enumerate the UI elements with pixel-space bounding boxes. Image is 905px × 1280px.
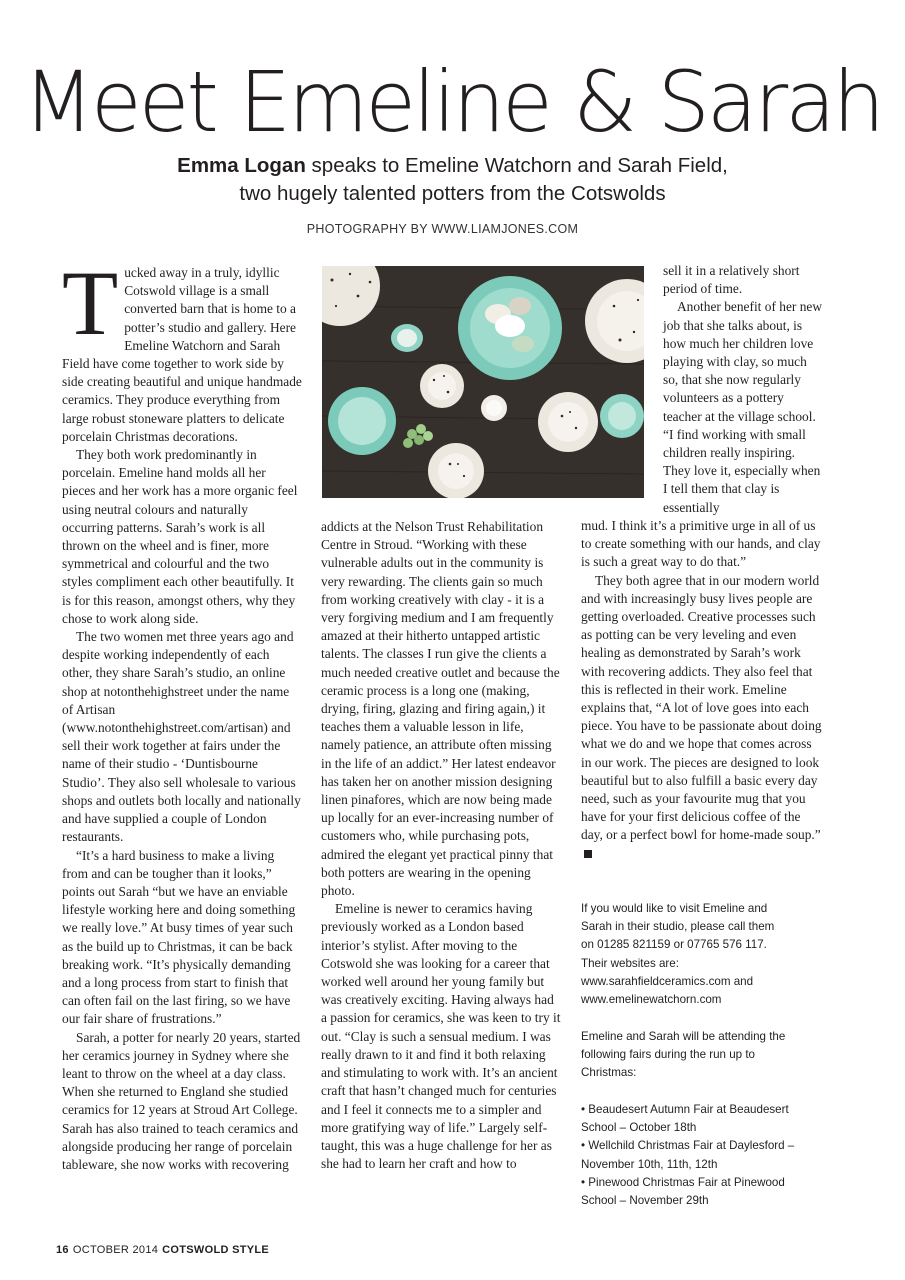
visit-info xyxy=(581,900,821,1009)
intro-paragraph xyxy=(62,252,302,446)
intro-text: ucked away in a truly, idyllic Cotswold village is a small converted barn that is home to a potter’s studio and gallery. Here Emeline Watchorn and Sarah Field have come together to work side by side creating beautiful and unique handmade ceramics. They produce everything from large robust stoneware platters to delicate porcelain Christmas decorations. xyxy=(62,265,302,444)
paragraph: The two women met three years ago and despite working independently of each other, they share Sarah’s studio, an online shop at notonthehighstreet under the name of Artisan (www.notonthehighstreet.com/artisan) and sell their work together at fairs under the name of their studio - ‘Duntisbourne Studio’. They also sell wholesale to various shops and outlets both locally and nationally and have supplied a couple of London restaurants. xyxy=(62,629,301,845)
website-link[interactable]: www.sarahfieldceramics.com and xyxy=(581,974,754,988)
paragraph: sell it in a relatively short period of time. xyxy=(663,263,800,297)
article-column-2 xyxy=(321,518,562,1173)
fairs-line: Christmas: xyxy=(581,1066,637,1080)
paragraph: addicts at the Nelson Trust Rehabilitation Centre in Stroud. “Working with these vulnerable adults out in the community is very rewarding. The clients gain so much from working creatively with clay - it is a very forgiving medium and I am frequently amazed at their hitherto untapped artistic talents. The classes I run give the clients a much needed creative outlet and because the ceramic process is a long one (making, drying, firing, glazing and firing again,) it teaches them a valuable lesson in life, namely patience, an attribute often missing in the life of an addict.” Her latest endeavor has taken her on another mission designing linen pinafores, which are now being made up locally for an ever-increasing number of customers who, while purchasing pots, admired the elegant yet practical pinny that both potters are wearing in the opening photo. xyxy=(321,519,560,899)
fairs-line: following fairs during the run up to xyxy=(581,1048,756,1062)
fair-item: • Beaudesert Autumn Fair at Beaudesert xyxy=(581,1103,789,1116)
fairs-info xyxy=(581,1028,821,1083)
issue-date: OCTOBER 2014 xyxy=(72,1244,159,1256)
article-column-3-upper xyxy=(663,262,825,517)
pottery-photo xyxy=(322,266,644,498)
visit-line: If you would like to visit Emeline and xyxy=(581,902,768,915)
photo-credit: PHOTOGRAPHY BY WWW.LIAMJONES.COM xyxy=(306,222,579,236)
closing-text: They both agree that in our modern world and with increasingly busy lives people are getting overloaded. Creative processes such as potting can be very leveling and even healing as demonstrated by Sarah’s work with recovering addicts. They also feel that this is reflected in their work. Emeline explains that, “A lot of love goes into each piece. You have to be passionate about doing what we do and we hope that comes across in our work. The pieces are designed to look beautiful but to also fulfill a basic every day need, such as your favourite mug that you have for your first delicious coffee of the day, or a perfect bowl for home-made soup.” xyxy=(581,572,822,843)
fair-item: School – November 29th xyxy=(581,1194,709,1208)
page-title: Meet Emeline & Sarah xyxy=(22,53,883,151)
standfirst xyxy=(100,152,805,208)
article-column-1 xyxy=(62,252,302,1174)
fairs-line: Emeline and Sarah will be attending the xyxy=(581,1030,786,1043)
paragraph: Another benefit of her new job that she talks about, is how much her children love playing with clay, so much so, that she now regularly volunteers as a pottery teacher at the village school. “I find working with small children really inspiring. They love it, especially when I tell them that clay is essentially xyxy=(663,299,823,515)
paragraph: mud. I think it’s a primitive urge in all of us to create something with our hands, and clay is such a great way to do that.” xyxy=(581,518,821,570)
visit-line: Sarah in their studio, please call them xyxy=(581,920,775,934)
paragraph: “It’s a hard business to make a living from and can be tougher than it looks,” points out Sarah “but we have an enviable lifestyle working here and doing something we really love.” At busy times of year such as the build up to Christmas, it can be back breaking work. “It’s physically demanding and a long process from start to finish that can often fail on the last firing, so we have our fair share of frustrations.” xyxy=(62,847,296,1027)
visit-line: on 01285 821159 or 07765 576 117. xyxy=(581,938,767,952)
ceramics-illustration xyxy=(322,266,644,498)
article-column-3-lower xyxy=(581,517,825,863)
standfirst-line-2: two hugely talented potters from the Cotswolds xyxy=(239,182,666,205)
fair-item: School – October 18th xyxy=(581,1121,697,1135)
paragraph: Emeline is newer to ceramics having previously worked as a London based interior’s stylist. After moving to the Cotswold she was looking for a career that worked well around her young family but was creatively exciting. Having always had a passion for ceramics, she was keen to try it out. “Clay is such a sensual medium. I was really drawn to it and find it both relaxing and stimulating to work with. It’s an ancient craft that hasn’t changed much for centuries and I feel it connects me to a simpler and more gratifying way of life.” Largely self-taught, this was a huge challenge for her as she had to learn her craft and how to xyxy=(321,901,561,1172)
fair-item: November 10th, 11th, 12th xyxy=(581,1157,718,1171)
paragraph: Sarah, a potter for nearly 20 years, started her ceramics journey in Sydney where she leant to throw on the wheel at a day class. When she returned to England she studied ceramics for 12 years at Stroud Art College. Sarah has also trained to teach ceramics and alongside producing her range of porcelain tableware, she now works with recovering xyxy=(62,1029,301,1172)
page-number: 16 xyxy=(56,1244,69,1256)
fair-item: • Pinewood Christmas Fair at Pinewood xyxy=(581,1175,785,1189)
page-footer xyxy=(56,1244,269,1256)
drop-cap: T xyxy=(62,252,119,354)
end-mark xyxy=(584,850,592,858)
author-name: Emma Logan xyxy=(177,154,306,177)
fair-item: • Wellchild Christmas Fair at Daylesford – xyxy=(581,1139,795,1153)
fairs-list xyxy=(581,1101,821,1210)
standfirst-line-1: speaks to Emeline Watchorn and Sarah Field, xyxy=(305,154,728,177)
paragraph xyxy=(581,572,825,863)
website-link[interactable]: www.emelinewatchorn.com xyxy=(581,993,722,1007)
visit-line: Their websites are: xyxy=(581,956,679,970)
paragraph: They both work predominantly in porcelain. Emeline hand molds all her pieces and her work has a more organic feel using neutral colours and naturally occurring patterns. Sarah’s work is all thrown on the wheel and is finer, more symmetrical and colourful and the two styles compliment each other beautifully. It is for this reason, amongst others, why they chose to work along side. xyxy=(62,447,298,626)
magazine-name: COTSWOLD STYLE xyxy=(162,1244,270,1256)
